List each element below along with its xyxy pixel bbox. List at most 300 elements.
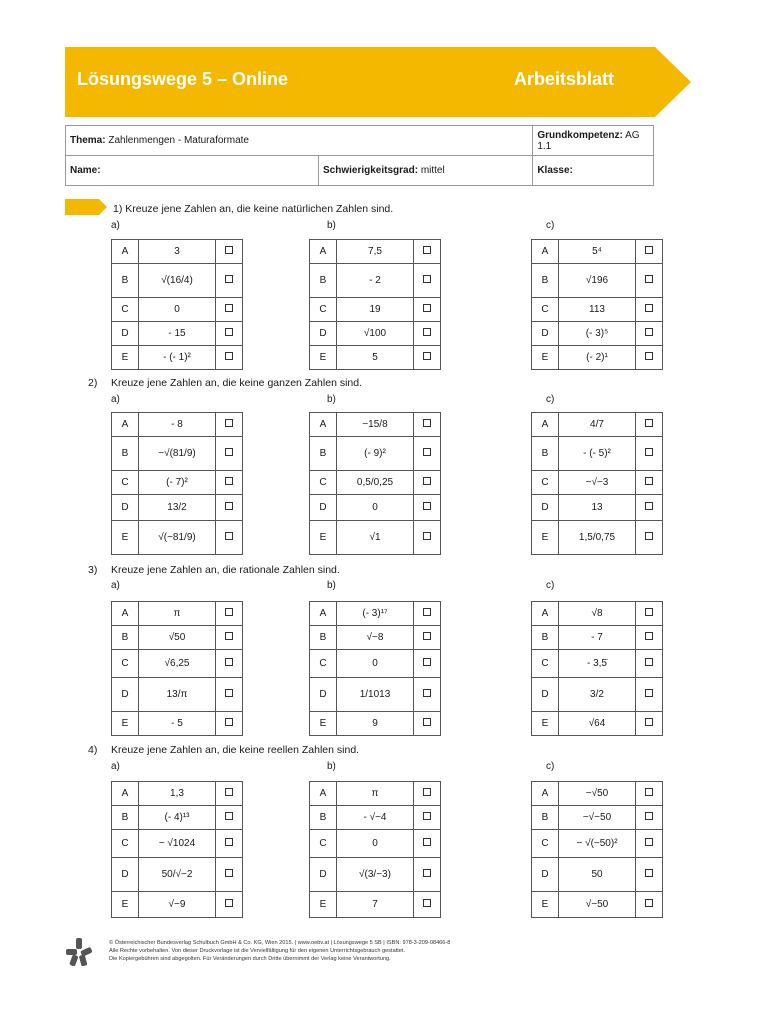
answer-table [531,601,663,736]
task-3-col-label: b) [327,580,336,591]
banner-title: Lösungswege 5 – Online [77,69,289,89]
checkbox-cell[interactable] [636,650,663,678]
option-letter: C [310,830,337,858]
checkbox-icon[interactable] [225,419,233,427]
answer-row [532,712,663,736]
checkbox-cell[interactable] [636,712,663,736]
answer-row [112,298,243,322]
answer-row [532,471,663,495]
checkbox-cell[interactable] [414,471,441,495]
option-value: −15/8 [337,413,414,437]
answer-row [112,678,243,712]
answer-table [309,412,441,555]
checkbox-cell[interactable] [414,782,441,806]
option-value: (- 3)¹⁷ [337,602,414,626]
option-value: (- 3)⁵ [559,322,636,346]
option-letter: B [532,264,559,298]
info-table [65,125,654,186]
answer-row [310,782,441,806]
checkbox-icon[interactable] [225,246,233,254]
answer-row [532,298,663,322]
checkbox-cell[interactable] [636,437,663,471]
checkbox-icon[interactable] [423,246,431,254]
checkbox-icon[interactable] [225,812,233,820]
publisher-logo-icon [66,938,92,966]
option-value: 19 [337,298,414,322]
checkbox-cell[interactable] [216,626,243,650]
checkbox-icon[interactable] [645,812,653,820]
answer-row [112,437,243,471]
option-letter: C [532,650,559,678]
checkbox-cell[interactable] [216,806,243,830]
option-letter: C [112,471,139,495]
checkbox-icon[interactable] [423,304,431,312]
checkbox-icon[interactable] [645,477,653,485]
checkbox-cell[interactable] [636,264,663,298]
option-value: 0 [337,495,414,521]
task-2-col-label: b) [327,394,336,405]
task-4-col-label: c) [546,761,555,772]
option-value: √−8 [337,626,414,650]
checkbox-cell[interactable] [216,240,243,264]
option-value: (- 9)² [337,437,414,471]
checkbox-cell[interactable] [636,626,663,650]
checkbox-icon[interactable] [645,502,653,510]
checkbox-cell[interactable] [216,678,243,712]
option-value: (- 4)¹³ [139,806,216,830]
option-letter: A [112,413,139,437]
option-value: 5⁴ [559,240,636,264]
checkbox-cell[interactable] [216,602,243,626]
checkbox-icon[interactable] [423,328,431,336]
checkbox-cell[interactable] [414,892,441,918]
checkbox-cell[interactable] [636,495,663,521]
task-3-col-label: a) [111,580,120,591]
option-value: - √−4 [337,806,414,830]
task-arrow-icon [65,199,107,215]
checkbox-cell[interactable] [216,712,243,736]
option-value: 13 [559,495,636,521]
option-value: - 8 [139,413,216,437]
checkbox-icon[interactable] [645,304,653,312]
checkbox-cell[interactable] [216,495,243,521]
answer-table [309,781,441,918]
option-value: √196 [559,264,636,298]
header-banner [65,47,691,117]
option-letter: A [310,240,337,264]
checkbox-icon[interactable] [225,658,233,666]
option-value: −√−50 [559,806,636,830]
answer-row [310,830,441,858]
checkbox-cell[interactable] [636,678,663,712]
option-value: √−9 [139,892,216,918]
checkbox-icon[interactable] [423,352,431,360]
option-letter: C [310,650,337,678]
banner-right-title: Arbeitsblatt [514,69,615,89]
checkbox-cell[interactable] [414,264,441,298]
checkbox-icon[interactable] [645,419,653,427]
checkbox-cell[interactable] [414,413,441,437]
checkbox-cell[interactable] [636,346,663,370]
option-letter: A [112,782,139,806]
answer-table [111,412,243,555]
option-letter: B [532,806,559,830]
task-4-title: Kreuze jene Zahlen an, die keine reellen Zahlen sind. [111,744,360,756]
klasse-label: Klasse: [537,165,573,176]
option-letter: A [112,240,139,264]
option-letter: E [310,892,337,918]
answer-row [532,264,663,298]
answer-row [112,495,243,521]
option-letter: E [532,892,559,918]
option-letter: A [112,602,139,626]
option-letter: B [310,806,337,830]
checkbox-icon[interactable] [645,689,653,697]
option-value: 113 [559,298,636,322]
checkbox-icon[interactable] [225,448,233,456]
checkbox-cell[interactable] [636,806,663,830]
checkbox-cell[interactable] [636,782,663,806]
task-4-col-label: b) [327,761,336,772]
option-value: 13/π [139,678,216,712]
checkbox-cell[interactable] [636,830,663,858]
answer-row [310,495,441,521]
option-letter: E [112,346,139,370]
answer-table [309,239,441,370]
checkbox-icon[interactable] [423,275,431,283]
answer-row [112,782,243,806]
answer-row [112,712,243,736]
checkbox-icon[interactable] [645,328,653,336]
checkbox-cell[interactable] [216,322,243,346]
checkbox-cell[interactable] [636,892,663,918]
checkbox-icon[interactable] [423,608,431,616]
checkbox-icon[interactable] [225,502,233,510]
checkbox-cell[interactable] [414,650,441,678]
option-value: √100 [337,322,414,346]
name-label: Name: [70,165,101,176]
option-value: 0 [139,298,216,322]
checkbox-cell[interactable] [216,650,243,678]
kompetenz-value: AG 1.1 [537,129,640,152]
answer-row [112,346,243,370]
answer-row [310,264,441,298]
checkbox-cell[interactable] [414,298,441,322]
checkbox-icon[interactable] [645,718,653,726]
checkbox-icon[interactable] [423,658,431,666]
option-letter: B [112,437,139,471]
option-value: 1/1013 [337,678,414,712]
option-letter: A [310,602,337,626]
checkbox-cell[interactable] [414,346,441,370]
option-letter: A [310,413,337,437]
option-letter: A [310,782,337,806]
answer-row [310,626,441,650]
checkbox-icon[interactable] [423,532,431,540]
option-value: - (- 5)² [559,437,636,471]
checkbox-cell[interactable] [636,858,663,892]
checkbox-icon[interactable] [423,689,431,697]
thema-value: Zahlenmengen - Maturaformate [108,135,249,146]
checkbox-icon[interactable] [225,689,233,697]
option-letter: A [532,240,559,264]
answer-row [112,830,243,858]
name-cell[interactable] [66,156,319,186]
answer-row [112,858,243,892]
checkbox-cell[interactable] [414,678,441,712]
option-value: π [337,782,414,806]
option-letter: E [310,346,337,370]
checkbox-cell[interactable] [636,521,663,555]
checkbox-icon[interactable] [423,812,431,820]
option-value: 5 [337,346,414,370]
answer-row [310,650,441,678]
answer-row [310,437,441,471]
option-value: √1 [337,521,414,555]
option-value: - 7 [559,626,636,650]
answer-row [112,413,243,437]
checkbox-icon[interactable] [225,718,233,726]
checkbox-icon[interactable] [423,477,431,485]
answer-row [532,892,663,918]
option-letter: D [112,858,139,892]
checkbox-icon[interactable] [423,502,431,510]
schwierigkeit-cell [319,156,533,186]
checkbox-icon[interactable] [645,632,653,640]
option-value: 3 [139,240,216,264]
footer-line-1: © Österreichischer Bundesverlag Schulbuch GmbH & Co. KG, Wien 2015. | www.oebv.at | Lösungswege 5 SB | ISBN: 978-3-209-08466-8 [109,940,451,946]
checkbox-icon[interactable] [225,532,233,540]
option-letter: B [532,626,559,650]
option-value: 1,3 [139,782,216,806]
checkbox-icon[interactable] [225,328,233,336]
checkbox-cell[interactable] [216,413,243,437]
checkbox-cell[interactable] [414,602,441,626]
answer-row [532,240,663,264]
checkbox-cell[interactable] [216,437,243,471]
checkbox-icon[interactable] [645,869,653,877]
checkbox-cell[interactable] [216,346,243,370]
thema-label: Thema: [70,135,106,146]
option-value: − √1024 [139,830,216,858]
checkbox-cell[interactable] [414,626,441,650]
option-value: (- 2)¹ [559,346,636,370]
checkbox-icon[interactable] [423,632,431,640]
checkbox-icon[interactable] [225,304,233,312]
option-value: √−50 [559,892,636,918]
answer-row [532,626,663,650]
checkbox-cell[interactable] [216,264,243,298]
footer-line-3: Die Kopiergebühren sind abgegolten. Für Veränderungen durch Dritte übernimmt der Verlag keine Verantwortung. [109,956,391,962]
option-value: 0,5/0,25 [337,471,414,495]
task-3-number: 3) [88,564,98,576]
option-value: − √(−50)² [559,830,636,858]
answer-row [532,322,663,346]
checkbox-cell[interactable] [414,437,441,471]
option-letter: D [310,322,337,346]
checkbox-cell[interactable] [414,322,441,346]
option-value: π [139,602,216,626]
checkbox-cell[interactable] [414,712,441,736]
answer-row [532,830,663,858]
option-value: 7,5 [337,240,414,264]
thema-cell [66,126,533,156]
task-2-title: Kreuze jene Zahlen an, die keine ganzen Zahlen sind. [111,377,363,389]
option-value: (- 7)² [139,471,216,495]
answer-row [112,892,243,918]
checkbox-cell[interactable] [414,521,441,555]
option-value: √8 [559,602,636,626]
answer-row [310,346,441,370]
checkbox-cell[interactable] [216,830,243,858]
checkbox-cell[interactable] [636,240,663,264]
checkbox-icon[interactable] [645,448,653,456]
task-1-title: 1) Kreuze jene Zahlen an, die keine natürlichen Zahlen sind. [113,203,394,215]
option-letter: D [112,322,139,346]
option-letter: E [112,892,139,918]
answer-row [112,240,243,264]
option-letter: E [310,712,337,736]
option-letter: C [532,298,559,322]
checkbox-icon[interactable] [225,899,233,907]
answer-row [532,806,663,830]
checkbox-icon[interactable] [645,608,653,616]
checkbox-icon[interactable] [225,275,233,283]
checkbox-icon[interactable] [645,788,653,796]
answer-row [310,712,441,736]
option-value: √(3/−3) [337,858,414,892]
checkbox-cell[interactable] [636,471,663,495]
checkbox-icon[interactable] [423,838,431,846]
answer-row [532,650,663,678]
checkbox-icon[interactable] [225,869,233,877]
option-value: √50 [139,626,216,650]
checkbox-icon[interactable] [225,788,233,796]
answer-row [112,521,243,555]
footer-text [109,939,609,963]
checkbox-icon[interactable] [423,419,431,427]
option-letter: E [310,521,337,555]
option-value: 3/2 [559,678,636,712]
option-value: 50/√−2 [139,858,216,892]
task-2-col-label: c) [546,394,555,405]
checkbox-cell[interactable] [216,471,243,495]
answer-row [310,892,441,918]
option-letter: D [310,495,337,521]
checkbox-cell[interactable] [414,858,441,892]
option-value: - 2 [337,264,414,298]
option-letter: A [532,602,559,626]
checkbox-cell[interactable] [414,830,441,858]
checkbox-cell[interactable] [414,806,441,830]
checkbox-cell[interactable] [414,495,441,521]
checkbox-icon[interactable] [645,838,653,846]
option-letter: C [532,471,559,495]
checkbox-icon[interactable] [423,448,431,456]
task-1-col-label: b) [327,220,336,231]
option-value: - (- 1)² [139,346,216,370]
answer-row [532,858,663,892]
option-letter: B [112,806,139,830]
checkbox-cell[interactable] [636,413,663,437]
checkbox-cell[interactable] [216,782,243,806]
checkbox-cell[interactable] [216,858,243,892]
checkbox-cell[interactable] [636,298,663,322]
option-value: - 3,5̇ [559,650,636,678]
answer-row [112,322,243,346]
option-letter: B [532,437,559,471]
answer-row [310,471,441,495]
checkbox-icon[interactable] [423,788,431,796]
answer-row [532,413,663,437]
option-letter: A [532,782,559,806]
checkbox-icon[interactable] [225,352,233,360]
checkbox-icon[interactable] [645,532,653,540]
answer-row [310,806,441,830]
answer-row [532,521,663,555]
answer-row [532,678,663,712]
answer-table [531,781,663,918]
answer-row [310,298,441,322]
checkbox-icon[interactable] [645,352,653,360]
option-letter: B [310,264,337,298]
answer-row [112,602,243,626]
answer-row [532,346,663,370]
task-3-title: Kreuze jene Zahlen an, die rationale Zahlen sind. [111,564,340,576]
checkbox-cell[interactable] [216,521,243,555]
answer-table [309,601,441,736]
checkbox-icon[interactable] [225,838,233,846]
option-letter: D [112,495,139,521]
checkbox-icon[interactable] [423,899,431,907]
footer-line-2: Alle Rechte vorbehalten. Von dieser Druckvorlage ist die Vervielfältigung für den eigenen Unterrichtsgebrauch gestattet. [109,948,406,954]
schwierigkeit-value: mittel [420,165,445,176]
answer-row [310,678,441,712]
answer-row [310,602,441,626]
answer-table [111,781,243,918]
option-letter: D [532,858,559,892]
checkbox-cell[interactable] [414,240,441,264]
checkbox-cell[interactable] [636,602,663,626]
answer-table [531,412,663,555]
schwierigkeit-label: Schwierigkeitsgrad: [323,165,419,176]
checkbox-icon[interactable] [645,275,653,283]
checkbox-cell[interactable] [636,322,663,346]
checkbox-icon[interactable] [423,718,431,726]
klasse-cell[interactable] [533,156,654,186]
answer-row [310,521,441,555]
answer-row [310,858,441,892]
option-letter: B [310,626,337,650]
option-letter: D [532,678,559,712]
answer-row [112,626,243,650]
option-value: 4/7 [559,413,636,437]
option-value: 0 [337,650,414,678]
kompetenz-label: Grundkompetenz: [537,129,623,141]
option-letter: C [112,298,139,322]
checkbox-icon[interactable] [225,632,233,640]
checkbox-cell[interactable] [216,892,243,918]
checkbox-cell[interactable] [216,298,243,322]
checkbox-icon[interactable] [225,477,233,485]
checkbox-icon[interactable] [645,658,653,666]
answer-row [310,240,441,264]
checkbox-icon[interactable] [645,899,653,907]
option-letter: D [112,678,139,712]
checkbox-icon[interactable] [645,246,653,254]
checkbox-icon[interactable] [423,869,431,877]
checkbox-icon[interactable] [225,608,233,616]
